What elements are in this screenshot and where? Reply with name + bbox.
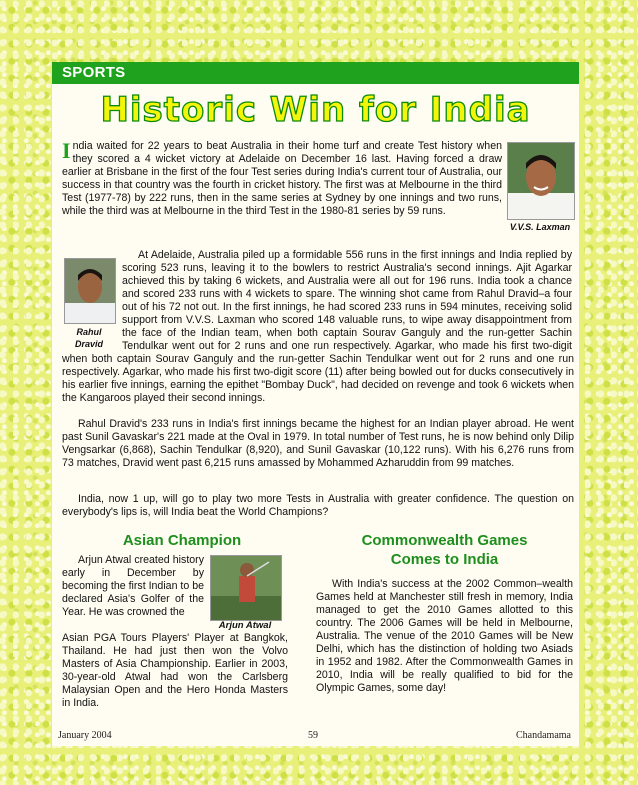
commonwealth-body [316, 578, 573, 695]
headline: Historic Win for India [100, 90, 531, 130]
paragraph-1-text: ndia waited for 22 years to beat Australia in their home turf and create Test history when they scored a 4 wicket victory at Adelaide on December 16 last. Having forced a draw earlier at Brisbane in the first of the four Test series during India's current tour of Australia, our success in that country was the fourth in cricket history. The first was at Melbourne in the third Test (1977-78) by 222 runs, then in the same series at Sydney by one innings and two runs, while the third was at Melbourne in the third Test in the 1980-81 series by 59 runs. [62, 140, 502, 217]
asian-champion-text-top: Arjun Atwal created history early in December by becoming the first Indian to be declared Asia's Golfer of the Year. He was crowned the [62, 554, 204, 618]
asian-champion-body-top [62, 554, 204, 619]
dravid-caption-first: Rahul [76, 327, 102, 337]
paragraph-2-text: At Adelaide, Australia piled up a formidable 556 runs in the first innings and India replied by scoring 523 runs, leaving it to the bowlers to restrict Australia's second innings. Ajit Agarkar achieved this by taking 6 wickets, and Australia were all out for 196 runs. India took a chance and scored 233 runs with 4 wickets to spare. The winning shot came from Rahul Dravid–a four out of his 72 not out. In the first innings, he had scored 233 runs in 594 minutes, receiving solid support from V.V.S. Laxman who scored 148 valuable runs, to wipe away disappointment from the face of the Indian team, when both captain Sourav Ganguly and the run-getter Sachin Tendulkar went out for 2 runs and one run respectively. Agarkar, who made his first two-digit [122, 249, 572, 352]
commonwealth-title-line-2: Comes to India [390, 551, 499, 568]
footer-page-number: 59 [308, 730, 318, 741]
section-label: SPORTS [62, 64, 126, 81]
laxman-photo [507, 142, 575, 220]
paragraph-2-continued: when both captain Sourav Ganguly and the run-getter Sachin Tendulkar went out for 2 runs and one run respectively. Agarkar, who made his first two-digit score (11) after being bowled out for ducks consecutively in his earlier five innings, earning the epithet "Bombay Duck", had decided on revenge and took 6 wickets when the Kangaroos played their second innings. [62, 353, 574, 404]
footer-publication: Chandamama [516, 730, 571, 741]
asian-champion-body-rest [62, 632, 288, 710]
article-paragraph-2-rest [62, 353, 574, 405]
article-paragraph-4 [62, 493, 574, 519]
asian-champion-title: Asian Champion [122, 532, 242, 549]
paragraph-4-text: India, now 1 up, will go to play two more Tests in Australia with greater confidence. The question on everybody's lips is, will India beat the World Champions? [62, 493, 574, 518]
drop-cap: I [62, 138, 71, 163]
laxman-caption: V.V.S. Laxman [509, 222, 571, 232]
atwal-photo [210, 555, 282, 621]
dravid-caption-last: Dravid [74, 339, 103, 349]
article-paragraph-1 [62, 140, 502, 218]
paragraph-3-text: Rahul Dravid's 233 runs in India's first innings became the highest for an Indian player abroad. He went past Sunil Gavaskar's 221 made at the Oval in 1979. In total number of Test runs, he is now behind only Dilip Vengsarkar (6,868), Sachin Tendulkar (8,920), and Sunil Gavaskar (10,122 runs). With his 6,276 runs from 73 matches, Dravid went past 6,215 runs amassed by Mohammed Azharuddin from 99 matches. [62, 418, 574, 469]
asian-champion-text-rest: Asian PGA Tours Players' Player at Bangkok, Thailand. He had just then won the Volvo Masters of Asia Championship. Earlier in 2003, 30-year-old Atwal had won the Carlsberg Malaysian Open and the Hero Honda Masters in India. [62, 632, 288, 709]
article-paragraph-2-top [122, 249, 572, 353]
commonwealth-text: With India's success at the 2002 Common–wealth Games held at Manchester still fresh in memory, India managed to get the 2010 Games allotted to this country. The 2006 Games will be held in Melbourne, Australia. The venue of the 2010 Games will be New Delhi, which has the distinction of holding two Asiads in 1952 and 1982. After the Commonwealth Games in 2010, India will be really qualified to bid for the Olympic Games, some day! [316, 578, 573, 694]
page [52, 62, 579, 746]
footer-date: January 2004 [58, 730, 112, 741]
commonwealth-title-line-1: Commonwealth Games [361, 532, 528, 549]
dravid-photo [64, 258, 116, 324]
section-band [52, 62, 579, 84]
atwal-caption: Arjun Atwal [218, 620, 272, 631]
article-paragraph-3 [62, 418, 574, 470]
